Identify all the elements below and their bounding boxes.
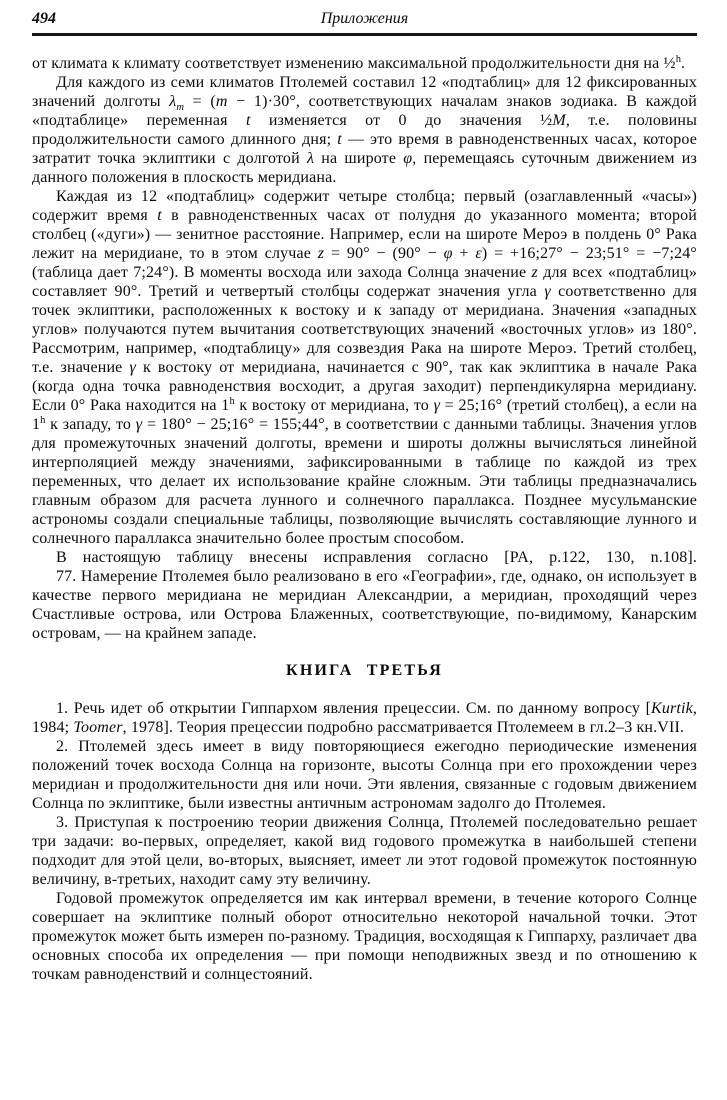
paragraph (32, 889, 697, 984)
text-run: φ (403, 150, 413, 167)
text-run: = 90° − (90° − (324, 245, 444, 262)
text-run: h (675, 54, 681, 65)
text-run: t (245, 112, 251, 129)
page-number: 494 (32, 10, 56, 27)
text-run: , перемещаясь суточным движением из данного положения в плоскость меридиана. (32, 150, 697, 186)
text-run: В настоящую таблицу внесены исправления согласно [PA, p.122, 130, n.108]. (56, 549, 697, 566)
text-run: 1. Речь идет об открытии Гиппархом явления прецессии. См. по данному вопросу [ (56, 700, 652, 717)
header-rule (32, 33, 697, 36)
text-run: h (40, 415, 46, 426)
paragraph (32, 813, 697, 889)
text-run: для всех «подтаблиц» составляет 90°. Третий и четвертый столбцы содержат значения угла (32, 264, 697, 300)
text-run: Для каждого из семи климатов Птолемей составил 12 «подтаблиц» для 12 фиксированных значений долготы (32, 74, 697, 110)
text-run: 3. Приступая к построению теории движения Солнца, Птолемей последовательно решает три задачи: во-первых, определяет, какой вид годового промежутка в наибольшей степени подходит для этой цели, во-вторых, выясняет, имеет ли этот годовой промежуток постоянную величину, в-третьих, находит саму эту величину. (32, 814, 697, 888)
text-run: , 1978]. Теория прецессии подробно рассматривается Птолемеем в гл.2–3 кн.VII. (122, 719, 685, 736)
text-run: γ (135, 416, 143, 433)
text-run: γ (129, 359, 136, 376)
text-run: − 1)·30°, соответствующих началам знаков зодиака. В каждой «подтаблице» переменная (32, 93, 698, 129)
text-run: h (229, 396, 235, 407)
running-title: Приложения (320, 10, 409, 27)
text-run: к востоку от меридиана, то (234, 397, 434, 414)
paragraph (32, 548, 697, 567)
text-run: = ( (183, 93, 216, 110)
text-run: ) = +16;27° − 23;51° = −7;24° (таблица дает 7;24°). В моменты восхода или захода Солнца значение (32, 245, 697, 281)
text-run: t (337, 131, 342, 148)
text-run: к западу, то (45, 416, 136, 433)
text-run: — это время в равноденственных часах, которое затратит точка эклиптики с долготой (32, 131, 697, 167)
text-run: ε (475, 245, 482, 262)
text-run: на широте (314, 150, 404, 167)
text-run: , т.е. половины продолжительности самого длинного дня; (32, 112, 697, 148)
paragraph (32, 567, 697, 643)
text-run: λ (169, 93, 177, 110)
text-run: = 180° − 25;16° = 155;44°, в соответствии с данными таблицы. Значения углов для промежуточных значений долготы, времени и широты должны вычисляться линейной интерполяцией между значениями, зафиксированными в таблице по каждой из трех переменных, что делает их использование крайне сложным. Эти таблицы предназначались главным образом для расчета лунного и солнечного параллакса. Позднее мусульманские астрономы создали специальные таблицы, позволяющие вычислять составляющие лунного и солнечного параллакса значительно более простым способом. (32, 416, 697, 547)
text-run: γ (544, 283, 551, 300)
running-head (32, 8, 697, 29)
text-run: , 1984; (32, 700, 697, 736)
text-run: + (452, 245, 476, 262)
paragraph (32, 54, 697, 73)
text-run: λ (306, 150, 315, 167)
page-body (32, 54, 697, 984)
text-run: t (157, 207, 162, 224)
text-run: M (552, 112, 566, 129)
section-heading: КНИГА ТРЕТЬЯ (286, 662, 443, 679)
text-run: . (680, 55, 686, 72)
paragraph (32, 187, 697, 548)
text-run: к востоку от меридиана, начинается с 90°, так как эклиптика в начале Рака (когда одна точка равноденствия восходит, а другая заходит) перпендикулярна меридиану. Если 0° Рака находится на 1 (32, 359, 697, 414)
text-run: изменяется от 0 до значения ½ (250, 112, 553, 129)
text-run: от климата к климату соответствует изменению максимальной продолжительности дня на ½ (32, 55, 676, 72)
text-run: z (531, 264, 538, 281)
text-run: m (176, 102, 184, 113)
text-run: в равноденственных часах от полудня до указанного момента; второй столбец («дуги») — зенитное расстояние. Например, если на широте Мероэ в полдень 0° Рака лежит на меридиане, то в этом случае (32, 207, 697, 262)
text-run: Kurtik (651, 700, 693, 717)
text-run: Годовой промежуток определяется им как интервал времени, в течение которого Солнце совершает на эклиптике полный оборот относительно некоторой начальной точки. Этот промежуток может быть измерен по-разному. Традиция, восходящая к Гиппарху, различает два основных способа их определения — при помощи неподвижных звезд и по отношению к точкам равноденствий и солнцестояний. (32, 890, 697, 983)
paragraph (32, 699, 697, 737)
text-run: γ (433, 397, 441, 414)
text-run: соответственно для точек эклиптики, расположенных к востоку и к западу от меридиана. Значения «западных углов» получаются путем вычитания соответствующих значений «восточных углов» из 180°. Рассмотрим, например, «подтаблицу» для созвездия Рака на широте Мероэ. Третий столбец, т.е. значение (32, 283, 697, 376)
paragraph (32, 737, 697, 813)
text-run: 2. Птолемей здесь имеет в виду повторяющиеся ежегодно периодические изменения положений точек восхода Солнца на горизонте, высоты Солнца при его прохождении через меридиан и продолжительности дня или ночи. Эти явления, связанные с годовым движением Солнца по эклиптике, были известны античным астрономам задолго до Птолемея. (32, 738, 697, 812)
paragraph (32, 73, 697, 187)
text-run: = 25;16° (третий столбец), а если на 1 (32, 397, 697, 433)
text-run: φ (443, 245, 453, 262)
text-run: z (317, 245, 325, 262)
text-run: 77. Намерение Птолемея было реализовано в его «Географии», где, однако, он использует в качестве первого меридиана не меридиан Александрии, а меридиан, проходящий через Счастливые острова, или Острова Блаженных, соответствующие, по-видимому, Канарским островам, — на крайнем западе. (32, 568, 697, 642)
text-run: m (215, 93, 228, 110)
text-run: Каждая из 12 «подтаблиц» содержит четыре столбца; первый (озаглавленный «часы») содержит время (32, 188, 697, 224)
text-run: Toomer (73, 719, 123, 736)
